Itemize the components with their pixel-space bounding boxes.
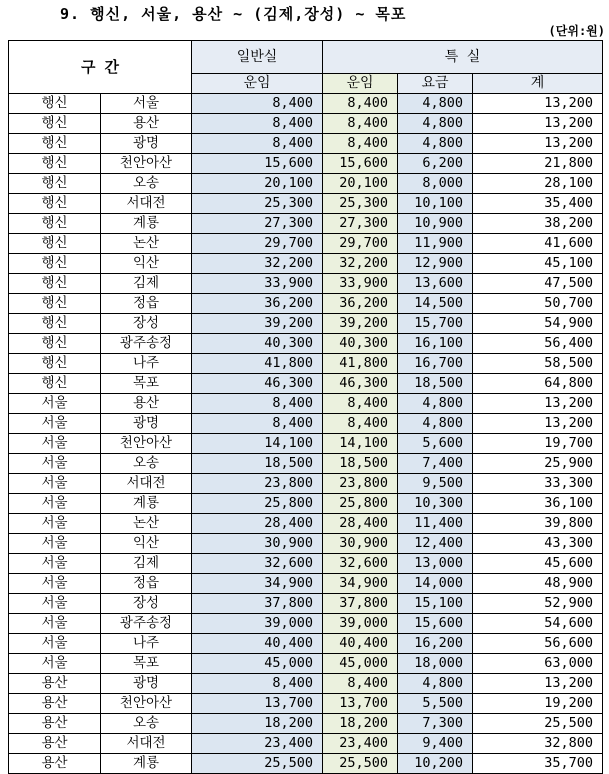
- total-cell[interactable]: 56,400: [473, 334, 603, 354]
- total-cell[interactable]: 13,200: [473, 674, 603, 694]
- table-row: [9, 714, 603, 734]
- table-row: [9, 294, 603, 314]
- sheet-title: 9. 행신, 서울, 용산 ~ (김제,장성) ~ 목포: [60, 5, 407, 23]
- table-row: [9, 754, 603, 774]
- surcharge-cell[interactable]: 9,500: [398, 474, 473, 494]
- to-cell[interactable]: 천안아산: [101, 694, 192, 714]
- to-cell[interactable]: 익산: [101, 534, 192, 554]
- total-cell[interactable]: 39,800: [473, 514, 603, 534]
- special-fare-cell[interactable]: 8,400: [323, 674, 398, 694]
- total-cell[interactable]: 28,100: [473, 174, 603, 194]
- from-cell[interactable]: 용산: [9, 734, 101, 754]
- general-fare-cell[interactable]: 15,600: [192, 154, 323, 174]
- special-fare-cell[interactable]: 28,400: [323, 514, 398, 534]
- general-fare-cell[interactable]: 23,400: [192, 734, 323, 754]
- total-cell[interactable]: 52,900: [473, 594, 603, 614]
- surcharge-cell[interactable]: 16,100: [398, 334, 473, 354]
- surcharge-cell[interactable]: 12,900: [398, 254, 473, 274]
- from-cell[interactable]: 서울: [9, 514, 101, 534]
- from-cell[interactable]: 행신: [9, 94, 101, 114]
- to-cell[interactable]: 장성: [101, 314, 192, 334]
- general-fare-cell[interactable]: 8,400: [192, 674, 323, 694]
- to-cell[interactable]: 계룡: [101, 754, 192, 774]
- to-cell[interactable]: 서대전: [101, 194, 192, 214]
- special-fare-cell[interactable]: 46,300: [323, 374, 398, 394]
- surcharge-cell[interactable]: 8,000: [398, 174, 473, 194]
- special-fare-cell[interactable]: 20,100: [323, 174, 398, 194]
- surcharge-cell[interactable]: 14,500: [398, 294, 473, 314]
- from-cell[interactable]: 행신: [9, 114, 101, 134]
- total-cell[interactable]: 19,700: [473, 434, 603, 454]
- to-cell[interactable]: 광명: [101, 414, 192, 434]
- table-row: [9, 394, 603, 414]
- general-fare-cell[interactable]: 33,900: [192, 274, 323, 294]
- to-cell[interactable]: 서대전: [101, 474, 192, 494]
- table-row: [9, 194, 603, 214]
- general-fare-cell[interactable]: 20,100: [192, 174, 323, 194]
- special-fare-cell[interactable]: 15,600: [323, 154, 398, 174]
- total-cell[interactable]: 13,200: [473, 134, 603, 154]
- surcharge-cell[interactable]: 4,800: [398, 414, 473, 434]
- table-row: [9, 374, 603, 394]
- from-cell[interactable]: 행신: [9, 234, 101, 254]
- to-cell[interactable]: 김제: [101, 554, 192, 574]
- surcharge-cell[interactable]: 15,700: [398, 314, 473, 334]
- table-row: [9, 534, 603, 554]
- general-fare-cell[interactable]: 39,200: [192, 314, 323, 334]
- table-row: [9, 494, 603, 514]
- total-cell[interactable]: 13,200: [473, 114, 603, 134]
- to-cell[interactable]: 오송: [101, 454, 192, 474]
- special-fare-cell[interactable]: 25,500: [323, 754, 398, 774]
- general-fare-cell[interactable]: 41,800: [192, 354, 323, 374]
- table-row: [9, 414, 603, 434]
- total-cell[interactable]: 43,300: [473, 534, 603, 554]
- surcharge-cell[interactable]: 7,400: [398, 454, 473, 474]
- special-fare-cell[interactable]: 27,300: [323, 214, 398, 234]
- to-cell[interactable]: 광주송정: [101, 334, 192, 354]
- from-cell[interactable]: 행신: [9, 214, 101, 234]
- table-row: [9, 674, 603, 694]
- special-fare-cell[interactable]: 18,500: [323, 454, 398, 474]
- to-cell[interactable]: 용산: [101, 114, 192, 134]
- special-fare-cell[interactable]: 34,900: [323, 574, 398, 594]
- to-cell[interactable]: 나주: [101, 354, 192, 374]
- general-fare-cell[interactable]: 46,300: [192, 374, 323, 394]
- general-fare-cell[interactable]: 40,300: [192, 334, 323, 354]
- general-fare-cell[interactable]: 23,800: [192, 474, 323, 494]
- special-fare-cell[interactable]: 45,000: [323, 654, 398, 674]
- to-cell[interactable]: 서대전: [101, 734, 192, 754]
- total-cell[interactable]: 58,500: [473, 354, 603, 374]
- table-row: [9, 594, 603, 614]
- from-cell[interactable]: 행신: [9, 254, 101, 274]
- to-cell[interactable]: 천안아산: [101, 434, 192, 454]
- special-fare-cell[interactable]: 8,400: [323, 394, 398, 414]
- table-row: [9, 314, 603, 334]
- table-row: [9, 474, 603, 494]
- from-cell[interactable]: 용산: [9, 694, 101, 714]
- special-fare-cell[interactable]: 40,300: [323, 334, 398, 354]
- table-row: [9, 434, 603, 454]
- surcharge-cell[interactable]: 18,500: [398, 374, 473, 394]
- surcharge-cell[interactable]: 10,300: [398, 494, 473, 514]
- from-cell[interactable]: 용산: [9, 674, 101, 694]
- total-cell[interactable]: 35,400: [473, 194, 603, 214]
- surcharge-cell[interactable]: 14,000: [398, 574, 473, 594]
- general-class-header[interactable]: 일반실: [192, 41, 323, 74]
- surcharge-cell[interactable]: 4,800: [398, 134, 473, 154]
- from-cell[interactable]: 서울: [9, 474, 101, 494]
- special-fare-cell[interactable]: 39,200: [323, 314, 398, 334]
- from-cell[interactable]: 서울: [9, 654, 101, 674]
- total-cell[interactable]: 13,200: [473, 414, 603, 434]
- from-cell[interactable]: 서울: [9, 574, 101, 594]
- general-fare-cell[interactable]: 18,500: [192, 454, 323, 474]
- special-fare-cell[interactable]: 18,200: [323, 714, 398, 734]
- special-fare-cell[interactable]: 23,800: [323, 474, 398, 494]
- special-fare-cell[interactable]: 8,400: [323, 134, 398, 154]
- surcharge-cell[interactable]: 11,400: [398, 514, 473, 534]
- general-fare-header[interactable]: 운임: [192, 74, 323, 94]
- fare-table: [8, 40, 603, 774]
- surcharge-header[interactable]: 요금: [398, 74, 473, 94]
- general-fare-cell[interactable]: 25,500: [192, 754, 323, 774]
- to-cell[interactable]: 목포: [101, 374, 192, 394]
- surcharge-cell[interactable]: 16,200: [398, 634, 473, 654]
- to-cell[interactable]: 계룡: [101, 214, 192, 234]
- to-cell[interactable]: 정읍: [101, 294, 192, 314]
- general-fare-cell[interactable]: 32,600: [192, 554, 323, 574]
- special-fare-cell[interactable]: 37,800: [323, 594, 398, 614]
- surcharge-cell[interactable]: 5,600: [398, 434, 473, 454]
- from-cell[interactable]: 행신: [9, 134, 101, 154]
- total-cell[interactable]: 32,800: [473, 734, 603, 754]
- table-row: [9, 134, 603, 154]
- general-fare-cell[interactable]: 14,100: [192, 434, 323, 454]
- unit-label: (단위:원): [548, 24, 605, 38]
- table-row: [9, 554, 603, 574]
- total-header[interactable]: 계: [473, 74, 603, 94]
- to-cell[interactable]: 천안아산: [101, 154, 192, 174]
- to-cell[interactable]: 익산: [101, 254, 192, 274]
- to-cell[interactable]: 용산: [101, 394, 192, 414]
- surcharge-cell[interactable]: 9,400: [398, 734, 473, 754]
- special-fare-cell[interactable]: 33,900: [323, 274, 398, 294]
- special-fare-cell[interactable]: 8,400: [323, 114, 398, 134]
- total-cell[interactable]: 41,600: [473, 234, 603, 254]
- table-row: [9, 174, 603, 194]
- special-class-header[interactable]: 특 실: [323, 41, 603, 74]
- surcharge-cell[interactable]: 6,200: [398, 154, 473, 174]
- special-fare-cell[interactable]: 29,700: [323, 234, 398, 254]
- general-fare-cell[interactable]: 28,400: [192, 514, 323, 534]
- total-cell[interactable]: 13,200: [473, 94, 603, 114]
- general-fare-cell[interactable]: 30,900: [192, 534, 323, 554]
- total-cell[interactable]: 50,700: [473, 294, 603, 314]
- to-cell[interactable]: 오송: [101, 174, 192, 194]
- surcharge-cell[interactable]: 13,000: [398, 554, 473, 574]
- general-fare-cell[interactable]: 18,200: [192, 714, 323, 734]
- from-cell[interactable]: 서울: [9, 554, 101, 574]
- total-cell[interactable]: 25,500: [473, 714, 603, 734]
- to-cell[interactable]: 계룡: [101, 494, 192, 514]
- total-cell[interactable]: 13,200: [473, 394, 603, 414]
- general-fare-cell[interactable]: 8,400: [192, 414, 323, 434]
- special-fare-cell[interactable]: 41,800: [323, 354, 398, 374]
- special-fare-cell[interactable]: 8,400: [323, 94, 398, 114]
- total-cell[interactable]: 54,900: [473, 314, 603, 334]
- special-fare-cell[interactable]: 25,800: [323, 494, 398, 514]
- from-cell[interactable]: 서울: [9, 454, 101, 474]
- from-cell[interactable]: 행신: [9, 374, 101, 394]
- table-row: [9, 234, 603, 254]
- surcharge-cell[interactable]: 4,800: [398, 94, 473, 114]
- from-cell[interactable]: 행신: [9, 294, 101, 314]
- total-cell[interactable]: 38,200: [473, 214, 603, 234]
- general-fare-cell[interactable]: 45,000: [192, 654, 323, 674]
- to-cell[interactable]: 광명: [101, 134, 192, 154]
- total-cell[interactable]: 45,600: [473, 554, 603, 574]
- general-fare-cell[interactable]: 32,200: [192, 254, 323, 274]
- table-row: [9, 114, 603, 134]
- total-cell[interactable]: 48,900: [473, 574, 603, 594]
- from-cell[interactable]: 행신: [9, 354, 101, 374]
- general-fare-cell[interactable]: 8,400: [192, 394, 323, 414]
- surcharge-cell[interactable]: 18,000: [398, 654, 473, 674]
- total-cell[interactable]: 64,800: [473, 374, 603, 394]
- surcharge-cell[interactable]: 11,900: [398, 234, 473, 254]
- total-cell[interactable]: 19,200: [473, 694, 603, 714]
- from-cell[interactable]: 행신: [9, 274, 101, 294]
- surcharge-cell[interactable]: 12,400: [398, 534, 473, 554]
- total-cell[interactable]: 33,300: [473, 474, 603, 494]
- special-fare-cell[interactable]: 23,400: [323, 734, 398, 754]
- surcharge-cell[interactable]: 13,600: [398, 274, 473, 294]
- total-cell[interactable]: 47,500: [473, 274, 603, 294]
- to-cell[interactable]: 김제: [101, 274, 192, 294]
- general-fare-cell[interactable]: 8,400: [192, 134, 323, 154]
- table-row: [9, 734, 603, 754]
- table-row: [9, 334, 603, 354]
- special-fare-cell[interactable]: 36,200: [323, 294, 398, 314]
- to-cell[interactable]: 서울: [101, 94, 192, 114]
- surcharge-cell[interactable]: 7,300: [398, 714, 473, 734]
- special-fare-cell[interactable]: 25,300: [323, 194, 398, 214]
- table-row: [9, 354, 603, 374]
- from-cell[interactable]: 서울: [9, 634, 101, 654]
- general-fare-cell[interactable]: 40,400: [192, 634, 323, 654]
- from-cell[interactable]: 서울: [9, 494, 101, 514]
- table-row: [9, 274, 603, 294]
- table-row: [9, 634, 603, 654]
- surcharge-cell[interactable]: 15,100: [398, 594, 473, 614]
- from-cell[interactable]: 서울: [9, 394, 101, 414]
- special-fare-cell[interactable]: 39,000: [323, 614, 398, 634]
- surcharge-cell[interactable]: 5,500: [398, 694, 473, 714]
- to-cell[interactable]: 논산: [101, 234, 192, 254]
- from-cell[interactable]: 행신: [9, 334, 101, 354]
- to-cell[interactable]: 나주: [101, 634, 192, 654]
- total-cell[interactable]: 56,600: [473, 634, 603, 654]
- total-cell[interactable]: 45,100: [473, 254, 603, 274]
- total-cell[interactable]: 25,900: [473, 454, 603, 474]
- special-fare-header[interactable]: 운임: [323, 74, 398, 94]
- special-fare-cell[interactable]: 14,100: [323, 434, 398, 454]
- from-cell[interactable]: 행신: [9, 154, 101, 174]
- from-cell[interactable]: 서울: [9, 434, 101, 454]
- general-fare-cell[interactable]: 25,800: [192, 494, 323, 514]
- special-fare-cell[interactable]: 30,900: [323, 534, 398, 554]
- special-fare-cell[interactable]: 32,600: [323, 554, 398, 574]
- table-row: [9, 514, 603, 534]
- to-cell[interactable]: 오송: [101, 714, 192, 734]
- from-cell[interactable]: 용산: [9, 714, 101, 734]
- general-fare-cell[interactable]: 8,400: [192, 94, 323, 114]
- special-fare-cell[interactable]: 8,400: [323, 414, 398, 434]
- from-cell[interactable]: 서울: [9, 414, 101, 434]
- table-row: [9, 214, 603, 234]
- special-fare-cell[interactable]: 32,200: [323, 254, 398, 274]
- section-header[interactable]: 구 간: [9, 41, 192, 94]
- surcharge-cell[interactable]: 16,700: [398, 354, 473, 374]
- table-row: [9, 254, 603, 274]
- total-cell[interactable]: 36,100: [473, 494, 603, 514]
- total-cell[interactable]: 54,600: [473, 614, 603, 634]
- general-fare-cell[interactable]: 29,700: [192, 234, 323, 254]
- surcharge-cell[interactable]: 4,800: [398, 394, 473, 414]
- to-cell[interactable]: 논산: [101, 514, 192, 534]
- general-fare-cell[interactable]: 8,400: [192, 114, 323, 134]
- special-fare-cell[interactable]: 13,700: [323, 694, 398, 714]
- general-fare-cell[interactable]: 34,900: [192, 574, 323, 594]
- table-row: [9, 154, 603, 174]
- general-fare-cell[interactable]: 13,700: [192, 694, 323, 714]
- general-fare-cell[interactable]: 27,300: [192, 214, 323, 234]
- general-fare-cell[interactable]: 37,800: [192, 594, 323, 614]
- total-cell[interactable]: 21,800: [473, 154, 603, 174]
- from-cell[interactable]: 행신: [9, 194, 101, 214]
- surcharge-cell[interactable]: 10,200: [398, 754, 473, 774]
- table-row: [9, 454, 603, 474]
- surcharge-cell[interactable]: 15,600: [398, 614, 473, 634]
- from-cell[interactable]: 용산: [9, 754, 101, 774]
- total-cell[interactable]: 63,000: [473, 654, 603, 674]
- special-fare-cell[interactable]: 40,400: [323, 634, 398, 654]
- table-row: [9, 694, 603, 714]
- surcharge-cell[interactable]: 4,800: [398, 674, 473, 694]
- table-row: [9, 94, 603, 114]
- to-cell[interactable]: 정읍: [101, 574, 192, 594]
- from-cell[interactable]: 서울: [9, 594, 101, 614]
- general-fare-cell[interactable]: 36,200: [192, 294, 323, 314]
- to-cell[interactable]: 장성: [101, 594, 192, 614]
- table-row: [9, 574, 603, 594]
- surcharge-cell[interactable]: 4,800: [398, 114, 473, 134]
- total-cell[interactable]: 35,700: [473, 754, 603, 774]
- table-row: [9, 654, 603, 674]
- general-fare-cell[interactable]: 39,000: [192, 614, 323, 634]
- table-row: [9, 614, 603, 634]
- general-fare-cell[interactable]: 25,300: [192, 194, 323, 214]
- to-cell[interactable]: 목포: [101, 654, 192, 674]
- surcharge-cell[interactable]: 10,900: [398, 214, 473, 234]
- to-cell[interactable]: 광주송정: [101, 614, 192, 634]
- to-cell[interactable]: 광명: [101, 674, 192, 694]
- from-cell[interactable]: 행신: [9, 174, 101, 194]
- surcharge-cell[interactable]: 10,100: [398, 194, 473, 214]
- from-cell[interactable]: 서울: [9, 614, 101, 634]
- from-cell[interactable]: 행신: [9, 314, 101, 334]
- from-cell[interactable]: 서울: [9, 534, 101, 554]
